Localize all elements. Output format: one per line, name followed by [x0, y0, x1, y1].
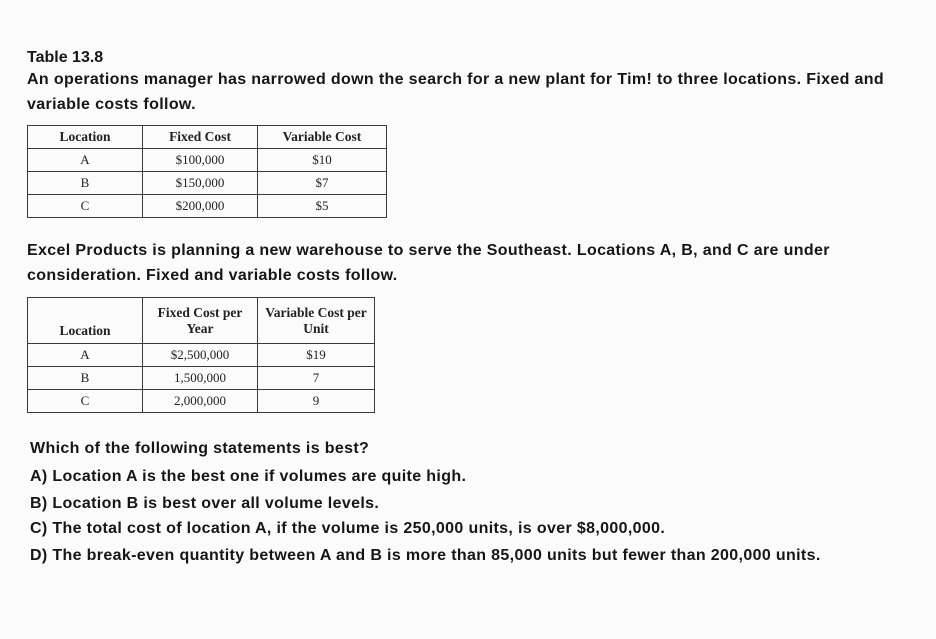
fixed-cost-cell: $2,500,000: [143, 344, 258, 367]
fixed-cost-cell: $200,000: [143, 195, 258, 218]
plant-cost-table: [27, 125, 387, 218]
location-cell: C: [28, 390, 143, 413]
location-cell: B: [28, 172, 143, 195]
fixed-cost-cell: $150,000: [143, 172, 258, 195]
fixed-cost-cell: $100,000: [143, 149, 258, 172]
column-header-location: Location: [28, 126, 143, 149]
location-cell: A: [28, 344, 143, 367]
column-header-fixed-cost-per-year: Fixed Cost per Year: [143, 298, 258, 344]
column-header-location: Location: [28, 298, 143, 344]
table-row: [28, 367, 375, 390]
table-row: [28, 172, 387, 195]
variable-cost-cell: 9: [258, 390, 375, 413]
location-cell: C: [28, 195, 143, 218]
variable-cost-cell: $7: [258, 172, 387, 195]
plant-intro-text: An operations manager has narrowed down the search for a new plant for Tim! to three locations. Fixed and variable costs follow.: [27, 71, 885, 113]
table-row: [28, 195, 387, 218]
location-cell: B: [28, 367, 143, 390]
location-cell: A: [28, 149, 143, 172]
question-prompt: Which of the following statements is best?: [30, 440, 370, 457]
column-header-fixed-cost: Fixed Cost: [143, 126, 258, 149]
column-header-variable-cost: Variable Cost: [258, 126, 387, 149]
answer-option-d[interactable]: D) The break-even quantity between A and B is more than 85,000 units but fewer than 200,000 units.: [30, 547, 821, 564]
variable-cost-cell: $5: [258, 195, 387, 218]
table-row: [28, 390, 375, 413]
variable-cost-cell: 7: [258, 367, 375, 390]
answer-option-a[interactable]: A) Location A is the best one if volumes are quite high.: [30, 468, 467, 485]
warehouse-intro-text: Excel Products is planning a new warehouse to serve the Southeast. Locations A, B, and C are under consideration. Fixed and variable costs follow.: [27, 242, 830, 284]
table-title: Table 13.8: [27, 49, 104, 66]
table-header-row: [28, 298, 375, 344]
column-header-variable-cost-per-unit: Variable Cost per Unit: [258, 298, 375, 344]
answer-option-c[interactable]: C) The total cost of location A, if the volume is 250,000 units, is over $8,000,000.: [30, 520, 666, 537]
fixed-cost-cell: 1,500,000: [143, 367, 258, 390]
variable-cost-cell: $10: [258, 149, 387, 172]
table-header-row: [28, 126, 387, 149]
warehouse-cost-table: [27, 297, 375, 413]
answer-option-b[interactable]: B) Location B is best over all volume levels.: [30, 495, 380, 512]
variable-cost-cell: $19: [258, 344, 375, 367]
table-row: [28, 149, 387, 172]
fixed-cost-cell: 2,000,000: [143, 390, 258, 413]
table-row: [28, 344, 375, 367]
